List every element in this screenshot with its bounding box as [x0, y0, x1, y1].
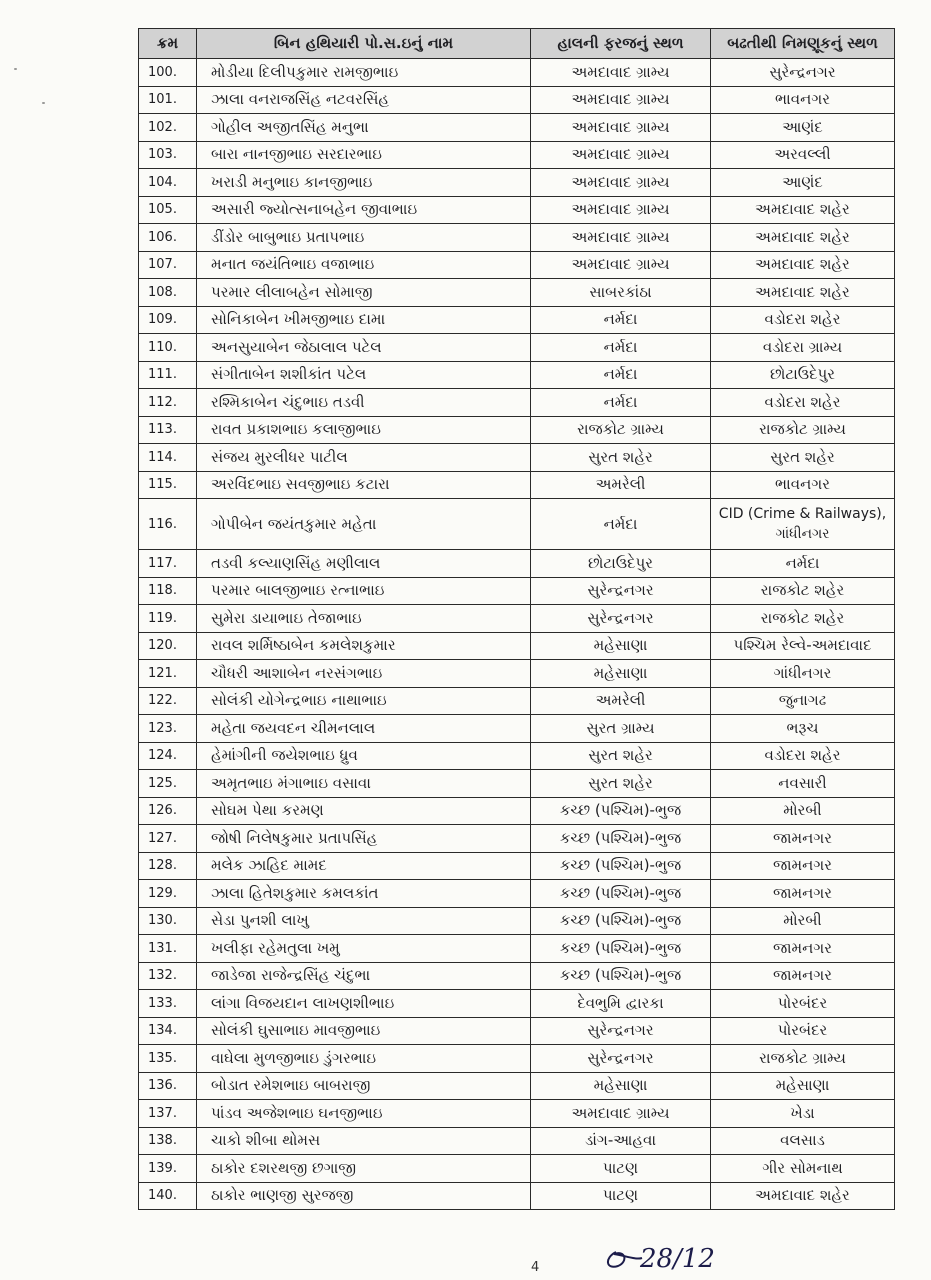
current-posting-cell: કચ્છ (પશ્ચિમ)-ભુજ	[531, 825, 711, 853]
promotion-posting-cell: જામનગર	[711, 880, 895, 908]
name-cell: પાંડવ અજેશભાઇ ઘનજીભાઇ	[197, 1100, 531, 1128]
name-cell: ખરાડી મનુભાઇ કાનજીભાઇ	[197, 169, 531, 197]
serial-no-cell: 128.	[139, 852, 197, 880]
serial-no-cell: 132.	[139, 962, 197, 990]
current-posting-cell: સુરેન્દ્રનગર	[531, 577, 711, 605]
name-cell: અનસુયાબેન જેઠાલાલ પટેલ	[197, 334, 531, 362]
name-cell: જાડેજા રાજેન્દ્રસિંહ ચંદુભા	[197, 962, 531, 990]
name-cell: ગોપીબેન જયંતકુમાર મહેતા	[197, 499, 531, 550]
current-posting-cell: અમદાવાદ ગ્રામ્ય	[531, 169, 711, 197]
serial-no-cell: 127.	[139, 825, 197, 853]
table-row	[139, 251, 895, 279]
current-posting-cell: છોટાઉદેપુર	[531, 550, 711, 578]
name-cell: ઠાકોર ભાણજી સુરજજી	[197, 1182, 531, 1210]
table-row	[139, 825, 895, 853]
table-header-row	[139, 29, 895, 59]
table-row	[139, 1182, 895, 1210]
serial-no-cell: 125.	[139, 770, 197, 798]
serial-no-cell: 135.	[139, 1045, 197, 1073]
table-row	[139, 306, 895, 334]
promotion-posting-cell: જામનગર	[711, 825, 895, 853]
name-cell: અસારી જ્યોત્સનાબહેન જીવાભાઇ	[197, 196, 531, 224]
table-row	[139, 279, 895, 307]
current-posting-cell: અમદાવાદ ગ્રામ્ય	[531, 1100, 711, 1128]
promotion-posting-cell: વડોદરા શહેર	[711, 306, 895, 334]
current-posting-cell: કચ્છ (પશ્ચિમ)-ભુજ	[531, 797, 711, 825]
table-row	[139, 715, 895, 743]
table-row	[139, 196, 895, 224]
serial-no-cell: 123.	[139, 715, 197, 743]
current-posting-cell: સુરત શહેર	[531, 444, 711, 472]
serial-no-cell: 104.	[139, 169, 197, 197]
promotion-posting-cell: પોરબંદર	[711, 990, 895, 1018]
promotion-table	[138, 28, 895, 1210]
name-cell: અરવિંદભાઇ સવજીભાઇ કટારા	[197, 471, 531, 499]
table-row	[139, 1072, 895, 1100]
table-row	[139, 114, 895, 142]
promotion-posting-cell: વડોદરા શહેર	[711, 742, 895, 770]
promotion-posting-cell: સુરેન્દ્રનગર	[711, 59, 895, 87]
table-row	[139, 471, 895, 499]
name-cell: સોનિકાબેન ખીમજીભાઇ દામા	[197, 306, 531, 334]
name-cell: મલેક ઝાહિદ મામદ	[197, 852, 531, 880]
table-row	[139, 169, 895, 197]
header-current-posting: હાલની ફરજનું સ્થળ	[531, 29, 711, 59]
table-row	[139, 361, 895, 389]
promotion-posting-cell: અમદાવાદ શહેર	[711, 1182, 895, 1210]
table-row	[139, 550, 895, 578]
name-cell: મનાત જયંતિભાઇ વજાભાઇ	[197, 251, 531, 279]
serial-no-cell: 103.	[139, 141, 197, 169]
table-row	[139, 962, 895, 990]
serial-no-cell: 122.	[139, 687, 197, 715]
serial-no-cell: 126.	[139, 797, 197, 825]
name-cell: ચૌધરી આશાબેન નરસંગભાઇ	[197, 660, 531, 688]
current-posting-cell: સાબરકાંઠા	[531, 279, 711, 307]
table-row	[139, 632, 895, 660]
serial-no-cell: 112.	[139, 389, 197, 417]
table-row	[139, 416, 895, 444]
name-cell: બારા નાનજીભાઇ સરદારભાઇ	[197, 141, 531, 169]
serial-no-cell: 109.	[139, 306, 197, 334]
name-cell: ઠાકોર દશરથજી છગાજી	[197, 1155, 531, 1183]
serial-no-cell: 114.	[139, 444, 197, 472]
current-posting-cell: અમદાવાદ ગ્રામ્ય	[531, 251, 711, 279]
promotion-posting-cell: મોરબી	[711, 907, 895, 935]
promotion-posting-cell: પશ્ચિમ રેલ્વે-અમદાવાદ	[711, 632, 895, 660]
table-row	[139, 389, 895, 417]
current-posting-cell: અમદાવાદ ગ્રામ્ય	[531, 224, 711, 252]
current-posting-cell: કચ્છ (પશ્ચિમ)-ભુજ	[531, 880, 711, 908]
promotion-posting-cell: પોરબંદર	[711, 1017, 895, 1045]
current-posting-cell: પાટણ	[531, 1182, 711, 1210]
promotion-posting-cell: ભરૂચ	[711, 715, 895, 743]
promotion-posting-cell: વડોદરા ગ્રામ્ય	[711, 334, 895, 362]
serial-no-cell: 140.	[139, 1182, 197, 1210]
current-posting-cell: સુરત શહેર	[531, 770, 711, 798]
name-cell: ચાકો શીબા થોમસ	[197, 1127, 531, 1155]
current-posting-cell: અમદાવાદ ગ્રામ્ય	[531, 114, 711, 142]
current-posting-cell: અમદાવાદ ગ્રામ્ય	[531, 86, 711, 114]
promotion-posting-cell: ખેડા	[711, 1100, 895, 1128]
promotion-posting-cell: મોરબી	[711, 797, 895, 825]
name-cell: પરમાર બાલજીભાઇ રત્નાભાઇ	[197, 577, 531, 605]
promotion-posting-cell: ગાંધીનગર	[711, 660, 895, 688]
name-cell: મોડીયા દિલીપકુમાર રામજીભાઇ	[197, 59, 531, 87]
promotion-posting-cell: નર્મદા	[711, 550, 895, 578]
serial-no-cell: 113.	[139, 416, 197, 444]
serial-no-cell: 130.	[139, 907, 197, 935]
name-cell: બોડાત રમેશભાઇ બાબરાજી	[197, 1072, 531, 1100]
header-promotion-posting: બઢતીથી નિમણૂકનું સ્થળ	[711, 29, 895, 59]
serial-no-cell: 134.	[139, 1017, 197, 1045]
current-posting-cell: સુરત ગ્રામ્ય	[531, 715, 711, 743]
name-cell: સેડા પુનશી લાખુ	[197, 907, 531, 935]
current-posting-cell: કચ્છ (પશ્ચિમ)-ભુજ	[531, 852, 711, 880]
promotion-posting-cell: રાજકોટ શહેર	[711, 577, 895, 605]
promotion-posting-cell: છોટાઉદેપુર	[711, 361, 895, 389]
current-posting-cell: સુરત શહેર	[531, 742, 711, 770]
current-posting-cell: મહેસાણા	[531, 632, 711, 660]
serial-no-cell: 101.	[139, 86, 197, 114]
current-posting-cell: સુરેન્દ્રનગર	[531, 1017, 711, 1045]
current-posting-cell: કચ્છ (પશ્ચિમ)-ભુજ	[531, 907, 711, 935]
table-row	[139, 605, 895, 633]
serial-no-cell: 121.	[139, 660, 197, 688]
current-posting-cell: અમદાવાદ ગ્રામ્ય	[531, 141, 711, 169]
name-cell: રાવત પ્રકાશભાઇ કલાજીભાઇ	[197, 416, 531, 444]
serial-no-cell: 116.	[139, 499, 197, 550]
promotion-posting-cell: જુનાગઢ	[711, 687, 895, 715]
promotion-posting-cell: જામનગર	[711, 935, 895, 963]
table-row	[139, 907, 895, 935]
scan-mark	[14, 68, 17, 70]
table-row	[139, 770, 895, 798]
table-row	[139, 59, 895, 87]
serial-no-cell: 100.	[139, 59, 197, 87]
serial-no-cell: 110.	[139, 334, 197, 362]
serial-no-cell: 129.	[139, 880, 197, 908]
table-row	[139, 499, 895, 550]
name-cell: પરમાર લીલાબહેન સોમાજી	[197, 279, 531, 307]
page-number: 4	[531, 1260, 540, 1275]
current-posting-cell: સુરેન્દ્રનગર	[531, 1045, 711, 1073]
serial-no-cell: 108.	[139, 279, 197, 307]
table-row	[139, 1155, 895, 1183]
current-posting-cell: દેવભુમિ દ્વારકા	[531, 990, 711, 1018]
current-posting-cell: નર્મદા	[531, 389, 711, 417]
current-posting-cell: અમદાવાદ ગ્રામ્ય	[531, 196, 711, 224]
serial-no-cell: 137.	[139, 1100, 197, 1128]
promotion-posting-cell: આણંદ	[711, 169, 895, 197]
promotion-posting-cell: અરવલ્લી	[711, 141, 895, 169]
name-cell: સોલંકી યોગેન્દ્રભાઇ નાથાભાઇ	[197, 687, 531, 715]
current-posting-cell: નર્મદા	[531, 334, 711, 362]
name-cell: સંજય મુરલીધર પાટીલ	[197, 444, 531, 472]
name-cell: તડવી કલ્યાણસિંહ મણીલાલ	[197, 550, 531, 578]
table-body	[139, 59, 895, 1210]
promotion-posting-cell: અમદાવાદ શહેર	[711, 279, 895, 307]
table-row	[139, 577, 895, 605]
serial-no-cell: 111.	[139, 361, 197, 389]
signature-date: 28/12	[640, 1244, 715, 1274]
promotion-posting-cell: ગીર સોમનાથ	[711, 1155, 895, 1183]
name-cell: ઝાલા વનરાજસિંહ નટવરસિંહ	[197, 86, 531, 114]
promotion-posting-cell: અમદાવાદ શહેર	[711, 224, 895, 252]
serial-no-cell: 120.	[139, 632, 197, 660]
name-cell: અમૃતભાઇ મંગાભાઇ વસાવા	[197, 770, 531, 798]
table-row	[139, 935, 895, 963]
promotion-posting-cell: મહેસાણા	[711, 1072, 895, 1100]
current-posting-cell: નર્મદા	[531, 499, 711, 550]
promotion-posting-cell: વલસાડ	[711, 1127, 895, 1155]
serial-no-cell: 119.	[139, 605, 197, 633]
serial-no-cell: 107.	[139, 251, 197, 279]
current-posting-cell: અમરેલી	[531, 471, 711, 499]
name-cell: ગોહીલ અજીતસિંહ મનુભા	[197, 114, 531, 142]
current-posting-cell: મહેસાણા	[531, 1072, 711, 1100]
table-row	[139, 880, 895, 908]
promotion-posting-cell: રાજકોટ શહેર	[711, 605, 895, 633]
promotion-posting-cell: આણંદ	[711, 114, 895, 142]
name-cell: વાઘેલા મુળજીભાઇ ડુંગરભાઇ	[197, 1045, 531, 1073]
current-posting-cell: પાટણ	[531, 1155, 711, 1183]
table-row	[139, 141, 895, 169]
promotion-posting-cell: અમદાવાદ શહેર	[711, 196, 895, 224]
table-row	[139, 990, 895, 1018]
promotion-posting-cell: વડોદરા શહેર	[711, 389, 895, 417]
serial-no-cell: 105.	[139, 196, 197, 224]
table-row	[139, 660, 895, 688]
serial-no-cell: 102.	[139, 114, 197, 142]
name-cell: સોલંકી ઘુસાભાઇ માવજીભાઇ	[197, 1017, 531, 1045]
current-posting-cell: કચ્છ (પશ્ચિમ)-ભુજ	[531, 935, 711, 963]
name-cell: ડીંડોર બાબુભાઇ પ્રતાપભાઇ	[197, 224, 531, 252]
serial-no-cell: 117.	[139, 550, 197, 578]
current-posting-cell: અમરેલી	[531, 687, 711, 715]
serial-no-cell: 115.	[139, 471, 197, 499]
promotion-posting-cell: CID (Crime & Railways), ગાંધીનગર	[711, 499, 895, 550]
table-row	[139, 1100, 895, 1128]
header-name: બિન હથિયારી પો.સ.ઇનું નામ	[197, 29, 531, 59]
current-posting-cell: મહેસાણા	[531, 660, 711, 688]
table-row	[139, 742, 895, 770]
current-posting-cell: અમદાવાદ ગ્રામ્ય	[531, 59, 711, 87]
table-row	[139, 797, 895, 825]
scan-mark	[42, 102, 45, 104]
promotion-posting-cell: નવસારી	[711, 770, 895, 798]
promotion-posting-cell: સુરત શહેર	[711, 444, 895, 472]
name-cell: હેમાંગીની જયેશભાઇ ધ્રુવ	[197, 742, 531, 770]
table-row	[139, 1045, 895, 1073]
serial-no-cell: 106.	[139, 224, 197, 252]
current-posting-cell: કચ્છ (પશ્ચિમ)-ભુજ	[531, 962, 711, 990]
table-row	[139, 86, 895, 114]
promotion-posting-cell: ભાવનગર	[711, 471, 895, 499]
serial-no-cell: 136.	[139, 1072, 197, 1100]
name-cell: રશ્મિકાબેન ચંદુભાઇ તડવી	[197, 389, 531, 417]
table-row	[139, 687, 895, 715]
name-cell: રાવલ શર્મિષ્ઠાબેન કમલેશકુમાર	[197, 632, 531, 660]
name-cell: સુમેરા ડાયાભાઇ તેજાભાઇ	[197, 605, 531, 633]
serial-no-cell: 139.	[139, 1155, 197, 1183]
table-row	[139, 852, 895, 880]
promotion-posting-cell: જામનગર	[711, 852, 895, 880]
name-cell: ખલીફા રહેમતુલા ખમુ	[197, 935, 531, 963]
name-cell: ઝાલા હિતેશકુમાર કમલકાંત	[197, 880, 531, 908]
serial-no-cell: 131.	[139, 935, 197, 963]
serial-no-cell: 118.	[139, 577, 197, 605]
serial-no-cell: 124.	[139, 742, 197, 770]
serial-no-cell: 138.	[139, 1127, 197, 1155]
table-row	[139, 1017, 895, 1045]
table-row	[139, 224, 895, 252]
table-row	[139, 444, 895, 472]
name-cell: જોષી નિલેષકુમાર પ્રતાપસિંહ	[197, 825, 531, 853]
current-posting-cell: નર્મદા	[531, 306, 711, 334]
current-posting-cell: નર્મદા	[531, 361, 711, 389]
table-row	[139, 334, 895, 362]
promotion-posting-cell: અમદાવાદ શહેર	[711, 251, 895, 279]
promotion-posting-cell: ભાવનગર	[711, 86, 895, 114]
name-cell: મહેતા જયવદન ચીમનલાલ	[197, 715, 531, 743]
serial-no-cell: 133.	[139, 990, 197, 1018]
name-cell: સંગીતાબેન શશીકાંત પટેલ	[197, 361, 531, 389]
name-cell: સોઘમ પેથા કરમણ	[197, 797, 531, 825]
table-row	[139, 1127, 895, 1155]
promotion-posting-cell: રાજકોટ ગ્રામ્ય	[711, 1045, 895, 1073]
current-posting-cell: રાજકોટ ગ્રામ્ય	[531, 416, 711, 444]
promotion-posting-cell: રાજકોટ ગ્રામ્ય	[711, 416, 895, 444]
header-serial-no: ક્રમ	[139, 29, 197, 59]
promotion-posting-cell: જામનગર	[711, 962, 895, 990]
name-cell: લાંગા વિજયદાન લાખણશીભાઇ	[197, 990, 531, 1018]
current-posting-cell: સુરેન્દ્રનગર	[531, 605, 711, 633]
current-posting-cell: ડાંગ-આહવા	[531, 1127, 711, 1155]
